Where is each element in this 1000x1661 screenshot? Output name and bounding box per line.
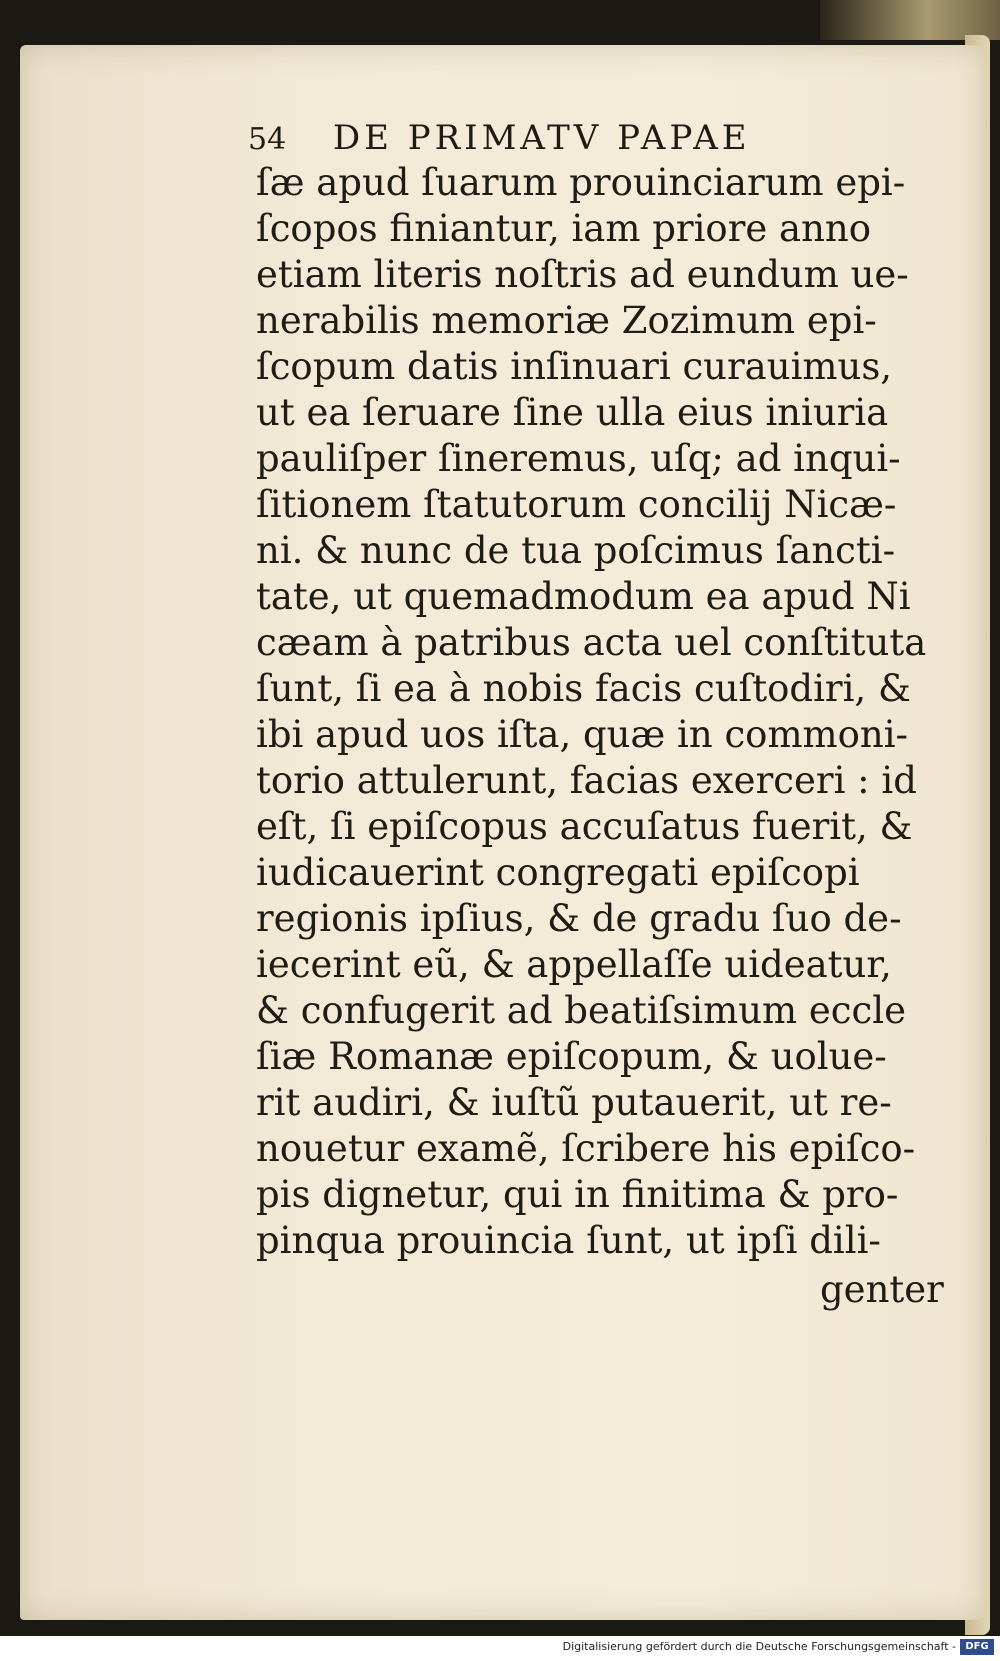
text-line: pis dignetur, qui in finitima & pro- <box>256 1173 899 1216</box>
text-line: nerabilis memoriæ Zozimum epi- <box>256 299 877 342</box>
text-line: ſcopum datis inſinuari curauimus, <box>256 345 893 388</box>
body-text <box>256 160 946 1264</box>
text-line: torio attulerunt, facias exerceri : id <box>256 759 917 802</box>
text-line: regionis ipſius, & de gradu ſuo de- <box>256 897 902 940</box>
text-line: & confugerit ad beatiſsimum eccle <box>256 989 906 1032</box>
text-line: ſitionem ſtatutorum concilij Nicæ- <box>256 483 897 526</box>
text-line: ſæ apud ſuarum prouinciarum epi- <box>256 161 906 204</box>
text-line: cæam à patribus acta uel conſtituta <box>256 621 927 664</box>
text-line: pauliſper ſineremus, uſq; ad inqui- <box>256 437 901 480</box>
text-line: ni. & nunc de tua poſcimus ſancti- <box>256 529 896 572</box>
digitization-footer <box>0 1636 1000 1661</box>
page-number: 54 <box>248 122 287 157</box>
text-line: ut ea ſeruare ſine ulla eius iniuria <box>256 391 889 434</box>
text-line: rit audiri, & iuſtũ putauerit, ut re- <box>256 1081 892 1124</box>
running-title: DE PRIMATV PAPAE <box>332 118 751 158</box>
text-line: nouetur examẽ, ſcribere his epiſco- <box>256 1127 916 1170</box>
funding-credit: Digitalisierung gefördert durch die Deutsche Forschungsgemeinschaft - <box>562 1640 956 1653</box>
text-line: iecerint eũ, & appellaſſe uideatur, <box>256 943 892 986</box>
text-line: ibi apud uos iſta, quæ in commoni- <box>256 713 909 756</box>
catchword: genter <box>820 1268 944 1311</box>
book-edge <box>820 0 1000 40</box>
running-header <box>248 118 888 166</box>
dfg-logo: DFG <box>960 1639 994 1655</box>
text-line: ſcopos finiantur, iam priore anno <box>256 207 872 250</box>
text-line: ſunt, ſi ea à nobis facis cuſtodiri, & <box>256 667 911 710</box>
text-line: eſt, ſi epiſcopus accuſatus fuerit, & <box>256 805 913 848</box>
text-line: iudicauerint congregati epiſcopi <box>256 851 860 894</box>
text-line: pinqua prouincia ſunt, ut ipſi dili- <box>256 1219 881 1262</box>
text-line: tate, ut quemadmodum ea apud Ni <box>256 575 911 618</box>
text-line: etiam literis noſtris ad eundum ue- <box>256 253 909 296</box>
text-line: ſiæ Romanæ epiſcopum, & uolue- <box>256 1035 887 1078</box>
